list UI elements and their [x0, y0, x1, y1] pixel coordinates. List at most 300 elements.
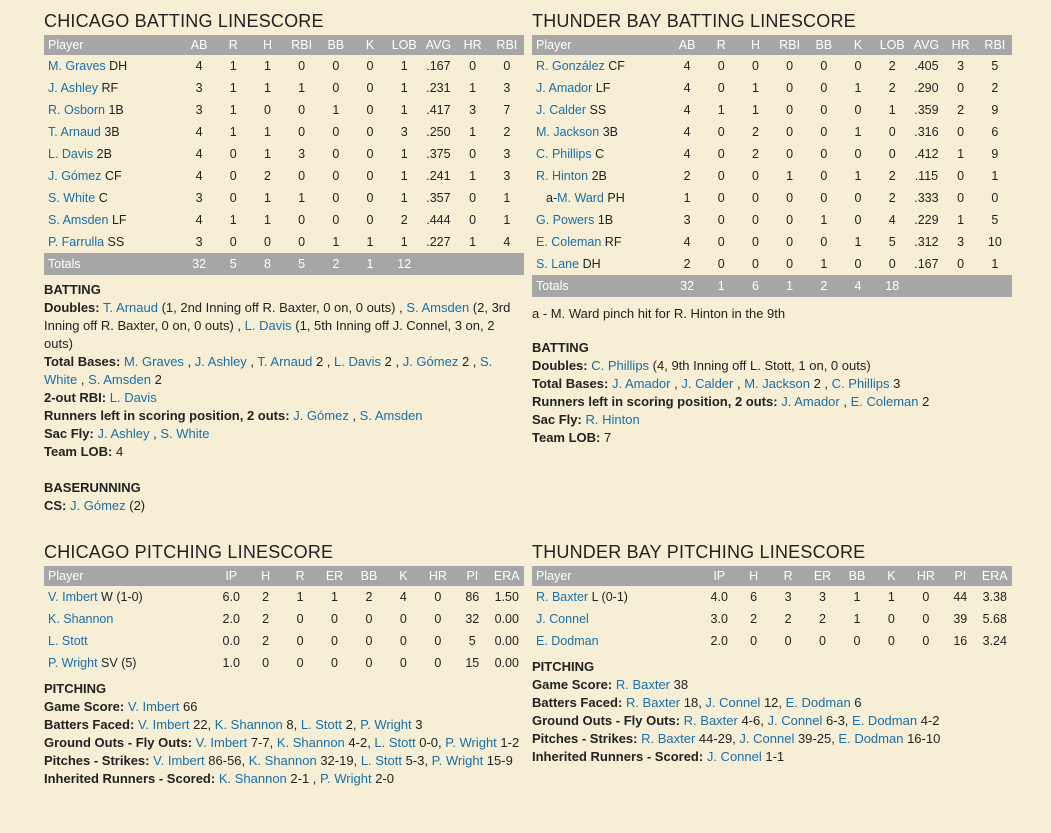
- stat-cell: 1: [820, 213, 828, 227]
- section-title: CHICAGO BATTING LINESCORE: [44, 11, 324, 31]
- note-detail: 5-3,: [402, 753, 432, 768]
- stat-cell: 4: [195, 59, 203, 73]
- player-link[interactable]: S. White: [160, 426, 210, 441]
- stat-cell: 0: [888, 257, 896, 271]
- player-cell: [44, 143, 182, 165]
- stat-cell: 3: [957, 235, 965, 249]
- note-label: Pitches - Strikes:: [44, 753, 150, 768]
- note-detail: ,: [183, 354, 195, 369]
- stat-cell: 0: [820, 103, 828, 117]
- stat-cell: 0: [786, 147, 794, 161]
- stat-cell: 1: [820, 257, 828, 271]
- player-link[interactable]: S. Lane: [536, 257, 580, 271]
- stat-cell: 0: [991, 191, 999, 205]
- stat-cell: .250: [426, 125, 451, 139]
- stat-cell: 1: [957, 213, 965, 227]
- stat-cell: 0: [469, 213, 477, 227]
- total-cell: [978, 275, 1012, 297]
- stat-cell: 0: [332, 59, 340, 73]
- note-detail: 39-25,: [794, 731, 839, 746]
- player-link[interactable]: R. Hinton: [585, 412, 640, 427]
- player-link[interactable]: C. Phillips: [591, 358, 650, 373]
- player-link[interactable]: M. Jackson: [536, 125, 600, 139]
- stat-cell: 0: [399, 612, 407, 626]
- stat-cell: 3: [195, 81, 203, 95]
- stat-cell: 0: [820, 191, 828, 205]
- notes-heading: BATTING: [532, 340, 589, 355]
- stat-cell: 1: [991, 169, 999, 183]
- player-link[interactable]: V. Imbert: [137, 717, 190, 732]
- stat-cell: 0: [717, 235, 725, 249]
- player-link[interactable]: L. Stott: [300, 717, 343, 732]
- column-header: BB: [815, 38, 833, 52]
- note-detail: 2: [918, 394, 930, 409]
- player-link[interactable]: J. Calder: [681, 376, 734, 391]
- stat-cell: .227: [426, 235, 451, 249]
- player-link[interactable]: R. González: [536, 59, 605, 73]
- note-label: Team LOB:: [532, 430, 601, 445]
- pitching-notes: [532, 658, 1012, 766]
- player-link[interactable]: J. Calder: [536, 103, 587, 117]
- stat-cell: 1: [400, 81, 408, 95]
- stat-cell: 1: [229, 59, 237, 73]
- player-position: 3B: [602, 125, 618, 139]
- player-link[interactable]: L. Stott: [374, 735, 416, 750]
- batting-notes: [44, 281, 524, 515]
- total-cell: [421, 253, 455, 275]
- note-detail: 86-56,: [204, 753, 249, 768]
- player-link[interactable]: S. Amsden: [406, 300, 470, 315]
- stat-cell: 0: [503, 59, 511, 73]
- total-cell: [909, 275, 943, 297]
- stat-cell: 2: [365, 590, 373, 604]
- stat-cell: 6: [750, 590, 758, 604]
- stat-cell: 0: [888, 147, 896, 161]
- player-link[interactable]: T. Arnaud: [103, 300, 158, 315]
- stat-cell: 0: [786, 81, 794, 95]
- player-cell: [532, 165, 670, 187]
- note-label: Game Score:: [532, 677, 613, 692]
- table-row: [44, 165, 524, 187]
- doubles-line: [44, 299, 524, 353]
- stat-cell: 0: [784, 634, 792, 648]
- stat-cell: 3.0: [710, 612, 728, 626]
- stat-cell: 0: [332, 213, 340, 227]
- note-detail: (4, 9th Inning off L. Stott, 1 on, 0 outs): [649, 358, 871, 373]
- stat-cell: 0: [717, 81, 725, 95]
- stat-cell: 0: [887, 612, 895, 626]
- stat-cell: 2: [888, 191, 896, 205]
- note-detail: 8,: [282, 717, 301, 732]
- player-link[interactable]: E. Dodman: [852, 713, 918, 728]
- total-cell: 5: [216, 253, 250, 275]
- stat-cell: 1: [229, 125, 237, 139]
- stat-cell: 4: [195, 125, 203, 139]
- player-link[interactable]: L. Davis: [334, 354, 382, 369]
- player-link[interactable]: M. Jackson: [744, 376, 810, 391]
- stat-cell: 2: [683, 169, 691, 183]
- column-header: K: [887, 569, 896, 583]
- note-detail: 2,: [342, 717, 361, 732]
- batters-faced-line: [44, 716, 524, 734]
- stat-cell: 1: [400, 235, 408, 249]
- stat-cell: 1: [853, 590, 861, 604]
- stat-cell: 5: [888, 235, 896, 249]
- stat-cell: 0: [399, 634, 407, 648]
- player-cell: [532, 231, 670, 253]
- player-link[interactable]: P. Wright: [445, 735, 497, 750]
- team-lob-line: [532, 429, 1012, 447]
- stat-cell: 0: [298, 169, 306, 183]
- stat-cell: .241: [426, 169, 451, 183]
- table-row: [532, 55, 1012, 77]
- stat-cell: 0: [332, 191, 340, 205]
- player-cell: [44, 121, 182, 143]
- player-link[interactable]: R. Osborn: [48, 103, 105, 117]
- player-cell: [532, 77, 670, 99]
- note-detail: 6: [850, 695, 862, 710]
- player-cell: [532, 209, 670, 231]
- stat-cell: 0: [820, 235, 828, 249]
- player-link[interactable]: L. Davis: [109, 390, 157, 405]
- column-header: H: [749, 569, 759, 583]
- table-row: [532, 630, 1012, 652]
- stat-cell: 1: [229, 81, 237, 95]
- stat-cell: 0: [366, 169, 374, 183]
- player-link[interactable]: P. Wright: [360, 717, 412, 732]
- player-position: C: [98, 191, 108, 205]
- stat-cell: .231: [426, 81, 451, 95]
- note-label: Sac Fly:: [44, 426, 94, 441]
- note-detail: 7-7,: [247, 735, 277, 750]
- note-label: Total Bases:: [44, 354, 121, 369]
- stat-cell: 1: [786, 169, 794, 183]
- stat-cell: 1: [957, 147, 965, 161]
- table-row: [532, 586, 1012, 608]
- player-link[interactable]: V. Imbert: [127, 699, 180, 714]
- player-link[interactable]: L. Davis: [48, 147, 94, 161]
- player-link[interactable]: S. Amsden: [359, 408, 423, 423]
- player-link[interactable]: C. Phillips: [536, 147, 592, 161]
- stat-cell: 0: [366, 81, 374, 95]
- stat-cell: 2: [751, 147, 759, 161]
- player-position: PH: [607, 191, 625, 205]
- stat-cell: 2: [263, 169, 271, 183]
- column-header: K: [853, 38, 863, 52]
- note-detail: 4-2,: [344, 735, 375, 750]
- doubles-line: [532, 357, 1012, 375]
- stat-cell: 0: [820, 147, 828, 161]
- player-link[interactable]: R. Hinton: [536, 169, 589, 183]
- batting-notes: [532, 339, 1012, 447]
- player-link[interactable]: J. Amador: [536, 81, 593, 95]
- stat-cell: 0: [820, 81, 828, 95]
- player-link[interactable]: R. Baxter: [641, 731, 696, 746]
- stat-cell: 1: [332, 235, 340, 249]
- stat-cell: 86: [465, 590, 480, 604]
- player-link[interactable]: J. Amador: [611, 376, 671, 391]
- stat-cell: 0: [434, 590, 442, 604]
- stat-cell: 0: [751, 235, 759, 249]
- player-link[interactable]: T. Arnaud: [48, 125, 101, 139]
- player-link[interactable]: P. Farrulla: [48, 235, 105, 249]
- player-link[interactable]: E. Dodman: [785, 695, 851, 710]
- player-link[interactable]: J. Gómez: [48, 169, 102, 183]
- player-position: CF: [104, 169, 122, 183]
- player-position: L (0-1): [591, 590, 628, 604]
- player-link[interactable]: J. Ashley: [97, 426, 150, 441]
- note-label: Batters Faced:: [44, 717, 135, 732]
- column-header: AVG: [913, 38, 940, 52]
- note-label: Total Bases:: [532, 376, 609, 391]
- stat-cell: 1: [263, 213, 271, 227]
- table-row: [532, 99, 1012, 121]
- player-position: 2B: [591, 169, 607, 183]
- player-link[interactable]: J. Ashley: [194, 354, 247, 369]
- stat-cell: 3.24: [982, 634, 1007, 648]
- note-detail: ,: [733, 376, 745, 391]
- player-link[interactable]: J. Connel: [536, 612, 589, 626]
- stat-cell: 15: [465, 656, 480, 670]
- note-detail: 38: [670, 677, 689, 692]
- column-header: IP: [225, 569, 238, 583]
- stat-cell: 0: [854, 103, 862, 117]
- table-row: [44, 143, 524, 165]
- player-link[interactable]: L. Davis: [244, 318, 292, 333]
- player-link[interactable]: G. Powers: [536, 213, 595, 227]
- note-label: Pitches - Strikes:: [532, 731, 638, 746]
- note-label: CS:: [44, 498, 67, 513]
- stat-cell: 0: [229, 235, 237, 249]
- note-detail: 1-1: [761, 749, 785, 764]
- column-header: RBI: [496, 38, 518, 52]
- stat-cell: 1: [469, 235, 477, 249]
- player-position: 3B: [104, 125, 120, 139]
- note-label: Team LOB:: [44, 444, 113, 459]
- player-position: 2B: [96, 147, 112, 161]
- stat-cell: 0: [957, 257, 965, 271]
- player-link[interactable]: R. Baxter: [536, 590, 589, 604]
- player-link[interactable]: E. Coleman: [536, 235, 602, 249]
- stat-cell: 2: [957, 103, 965, 117]
- stat-cell: 3: [195, 191, 203, 205]
- stat-cell: 0: [853, 634, 861, 648]
- player-link[interactable]: V. Imbert: [153, 753, 205, 768]
- note-detail: 2-1 ,: [286, 771, 321, 786]
- player-link[interactable]: J. Connel: [706, 749, 762, 764]
- game-score-line: [532, 676, 1012, 694]
- player-link[interactable]: V. Imbert: [195, 735, 248, 750]
- total-cell: 12: [387, 253, 421, 275]
- note-label: Game Score:: [44, 699, 125, 714]
- table-row: [44, 55, 524, 77]
- stat-cell: .444: [426, 213, 451, 227]
- stat-cell: .229: [914, 213, 939, 227]
- stat-cell: .357: [426, 191, 451, 205]
- stat-cell: 0: [922, 612, 930, 626]
- stat-cell: 0: [332, 147, 340, 161]
- player-link[interactable]: J. Gómez: [293, 408, 349, 423]
- table-row: [532, 77, 1012, 99]
- player-link[interactable]: L. Stott: [360, 753, 403, 768]
- stat-cell: 0: [332, 81, 340, 95]
- note-detail: 3: [889, 376, 901, 391]
- stat-cell: 9: [991, 103, 999, 117]
- player-link[interactable]: P. Wright: [48, 656, 98, 670]
- stat-cell: 1: [469, 169, 477, 183]
- column-header: HR: [428, 569, 447, 583]
- player-link[interactable]: J. Amador: [781, 394, 840, 409]
- total-cell: [944, 275, 978, 297]
- stat-cell: 0.0: [222, 634, 240, 648]
- thunder-bay-pitching-section: [532, 541, 1012, 766]
- stat-cell: 1: [263, 59, 271, 73]
- player-link[interactable]: S. Amsden: [48, 213, 109, 227]
- player-link[interactable]: K. Shannon: [48, 612, 114, 626]
- player-cell: [532, 608, 702, 630]
- player-link[interactable]: K. Shannon: [214, 717, 283, 732]
- stat-cell: 0: [469, 59, 477, 73]
- player-cell: [44, 77, 182, 99]
- stat-cell: 0: [296, 634, 304, 648]
- player-link[interactable]: J. Gómez: [402, 354, 459, 369]
- pitching-table: [532, 566, 1012, 652]
- stat-cell: 0: [469, 191, 477, 205]
- stat-cell: 4: [683, 59, 691, 73]
- player-link[interactable]: M. Graves: [123, 354, 184, 369]
- stat-cell: 0: [786, 213, 794, 227]
- player-link[interactable]: P. Wright: [320, 771, 372, 786]
- player-link[interactable]: J. Gómez: [70, 498, 126, 513]
- stat-cell: 2: [888, 59, 896, 73]
- note-label: Inherited Runners - Scored:: [44, 771, 216, 786]
- player-cell: [532, 586, 702, 608]
- batting-table: [532, 35, 1012, 297]
- notes-heading: PITCHING: [44, 681, 107, 696]
- player-link[interactable]: E. Dodman: [536, 634, 599, 648]
- stat-cell: 0: [786, 125, 794, 139]
- player-link[interactable]: S. Amsden: [88, 372, 151, 387]
- player-cell: [44, 231, 182, 253]
- player-link[interactable]: L. Stott: [48, 634, 88, 648]
- risp-line: [532, 393, 1012, 411]
- stat-cell: 0: [332, 125, 340, 139]
- player-link[interactable]: J. Connel: [739, 731, 795, 746]
- column-header: RBI: [779, 38, 801, 52]
- total-cell: [490, 253, 524, 275]
- player-position: CF: [608, 59, 625, 73]
- note-detail: 16-10: [903, 731, 941, 746]
- column-header: H: [261, 569, 271, 583]
- player-link[interactable]: S. White: [48, 191, 96, 205]
- stat-cell: 3: [503, 169, 511, 183]
- player-position: DH: [582, 257, 601, 271]
- total-cell: 5: [285, 253, 319, 275]
- player-link[interactable]: J. Ashley: [48, 81, 99, 95]
- stat-cell: 1: [331, 590, 338, 604]
- table-header: [532, 35, 1012, 55]
- player-link[interactable]: M. Graves: [48, 59, 106, 73]
- stat-cell: 1: [296, 590, 304, 604]
- stat-cell: 0: [263, 235, 271, 249]
- sac-fly-line: [44, 425, 524, 443]
- stat-cell: 0: [786, 59, 794, 73]
- column-header: AVG: [425, 38, 452, 52]
- player-link[interactable]: R. Baxter: [615, 677, 671, 692]
- stat-cell: .167: [426, 59, 451, 73]
- player-link[interactable]: E. Coleman: [850, 394, 919, 409]
- column-header: LOB: [879, 38, 905, 52]
- player-cell: [44, 99, 182, 121]
- totals-label: Totals: [44, 253, 182, 275]
- player-cell: [532, 99, 670, 121]
- stat-cell: 3: [957, 59, 965, 73]
- player-link[interactable]: J. Connel: [767, 713, 823, 728]
- player-link[interactable]: K. Shannon: [276, 735, 345, 750]
- stat-cell: 3: [400, 125, 408, 139]
- stat-cell: 0: [957, 125, 965, 139]
- total-cell: 1: [353, 253, 387, 275]
- note-label: Sac Fly:: [532, 412, 582, 427]
- table-header: [532, 566, 1012, 586]
- player-position: C: [595, 147, 605, 161]
- stat-cell: 0: [717, 191, 725, 205]
- stat-cell: 2.0: [710, 634, 728, 648]
- player-link[interactable]: C. Phillips: [831, 376, 890, 391]
- player-link[interactable]: R. Baxter: [683, 713, 738, 728]
- table-row: [532, 231, 1012, 253]
- stat-cell: 4: [503, 235, 511, 249]
- stat-cell: 2: [819, 612, 826, 626]
- stat-cell: 4: [683, 103, 691, 117]
- player-link[interactable]: R. Baxter: [625, 695, 681, 710]
- stat-cell: 2: [750, 612, 758, 626]
- player-position: RF: [604, 235, 622, 249]
- pitches-strikes-line: [532, 730, 1012, 748]
- player-link[interactable]: V. Imbert: [48, 590, 98, 604]
- table-row: [44, 121, 524, 143]
- note-label: Ground Outs - Fly Outs:: [532, 713, 681, 728]
- team-lob-line: [44, 443, 524, 461]
- note-detail: 3: [411, 717, 423, 732]
- column-header: ER: [325, 569, 344, 583]
- game-score-line: [44, 698, 524, 716]
- player-link[interactable]: S. White: [44, 354, 493, 387]
- player-link[interactable]: K. Shannon: [248, 753, 317, 768]
- player-link[interactable]: J. Connel: [705, 695, 761, 710]
- player-link[interactable]: E. Dodman: [838, 731, 904, 746]
- stat-cell: 0: [887, 634, 895, 648]
- player-link[interactable]: P. Wright: [431, 753, 484, 768]
- column-header: PI: [466, 569, 479, 583]
- total-bases-line: [44, 353, 524, 389]
- stat-cell: 0: [262, 656, 270, 670]
- player-position: 1B: [597, 213, 614, 227]
- table-row: [532, 121, 1012, 143]
- player-link[interactable]: M. Ward: [557, 191, 604, 205]
- note-detail: 44-29,: [695, 731, 740, 746]
- total-cell: [456, 253, 490, 275]
- stat-cell: 0: [854, 257, 862, 271]
- player-cell: [44, 586, 214, 608]
- team-lob-value: 7: [600, 430, 612, 445]
- player-link[interactable]: K. Shannon: [218, 771, 287, 786]
- player-link[interactable]: T. Arnaud: [257, 354, 313, 369]
- player-position: SV (5): [101, 656, 137, 670]
- note-detail: 4-6,: [737, 713, 768, 728]
- player-cell: [44, 630, 214, 652]
- column-header: BB: [360, 569, 378, 583]
